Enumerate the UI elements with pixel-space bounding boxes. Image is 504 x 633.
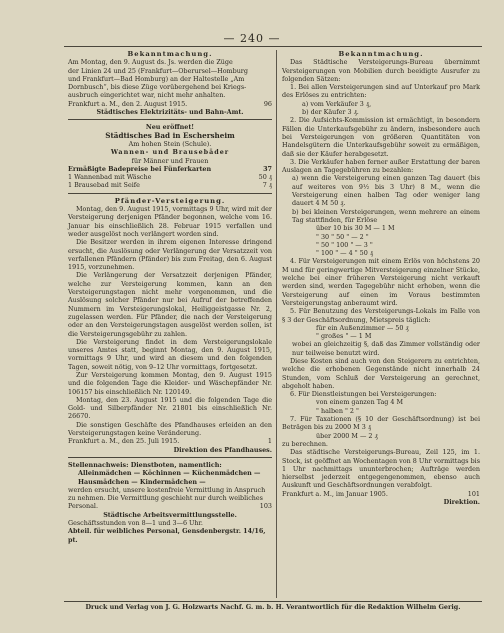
notice-paragraph: a) wenn die Versteigerung einen ganzen Tag dauert (bis auf weiteres von 9½ bis 3 Uhr) 8 M., wenn die Versteigerung einen halben Tag oder weniger lang dauert 4 M 50 ₰.	[292, 174, 480, 208]
notice-paragraph: Diese Kosten sind auch von den Steigerern zu entrichten, welche die erhobenen Gegenstände nicht innerhalb 24 Stunden, vom Schluß der Versteigerung an gerechnet, abgeholt haben.	[282, 356, 480, 390]
notice-line: zu nehmen. Die Vermittlung geschieht nur durch weibliches	[68, 494, 263, 503]
price-row	[68, 173, 272, 181]
left-column	[68, 50, 272, 544]
fee-line: für ein Außenzimmer — 50 ₰	[316, 323, 409, 332]
fee-line: über 2000 M — 2 ₰	[316, 431, 378, 440]
notice-line: Alleinmädchen — Köchinnen — Küchenmädchen —	[78, 469, 261, 478]
fee-line: " halben " 2 "	[316, 406, 359, 415]
notice-line: ausbruch eingerichtet war, nicht mehr anhalten.	[68, 91, 226, 100]
notice-number: 1	[267, 437, 272, 446]
notice-pawn-auction	[68, 197, 272, 454]
divider	[68, 457, 272, 458]
notice-paragraph: Die Versteigerung findet in dem Versteigerungslokale unseres Amtes statt, beginnt Montag, den 9. August 1915, vormittags 9 Uhr, und wird an diesem und den folgenden Tagen, soweit nötig, von 9–12 Uhr vormittags, fortgesetzt.	[68, 337, 272, 371]
notice-paragraph: 6. Für Dienstleistungen bei Versteigerungen:	[290, 390, 437, 399]
bottom-rule	[64, 601, 482, 602]
price-label: 1 Brausebad mit Seife	[68, 181, 140, 190]
notice-line: Personal.	[68, 502, 98, 511]
notice-line: der Linien 24 und 25 (Frankfurt—Oberursel—Homburg	[68, 66, 248, 75]
notice-line: und Frankfurt—Bad Homburg) an der Haltestelle „Am	[68, 74, 245, 83]
notice-number: 103	[259, 502, 272, 511]
notice-line: Am Montag, den 9. August ds. Js. werden die Züge	[68, 58, 233, 67]
top-rule	[64, 46, 482, 47]
notice-paragraph: 5. Für Benutzung des Versteigerungs-Lokals im Falle von § 3 der Geschäftsordnung, Mietspreis täglich:	[282, 307, 480, 324]
divider	[68, 119, 272, 120]
fee-line: von einem ganzen Tag 4 M	[316, 398, 404, 407]
notice-number: 96	[263, 99, 272, 108]
fee-line: über 10 bis 30 M — 1 M	[316, 224, 395, 233]
notice-line: werden ersucht, unsere kostenfreie Vermittlung in Anspruch	[68, 485, 266, 494]
notice-title: Pfänder-Versteigerung.	[114, 196, 226, 205]
notice-tram-stop	[68, 50, 272, 116]
price-value: 7 ₰	[262, 181, 272, 190]
imprint-footer: Druck und Verlag von J. G. Holzwarts Nachf. G. m. b. H. Verantwortlich für die Redaktion Wilhelm Gerig.	[85, 603, 461, 611]
notice-paragraph: Die Verlängerung der Versatzzeit derjenigen Pfänder, welche zur Versteigerung kommen, kann an den Versteigerungstagen nicht mehr vorgenommen, und die Auslösung solcher Pfänder nur bei Aufruf der betreffenden Nummern im Versteigerungslokal, Heiliggeistgasse Nr. 2, zugelassen werden. Für Pfänder, die nach der Versteigerung oder an den Versteigerungstagen ausgelöst werden sollen, ist die Versteigerungsgebühr zu zahlen.	[68, 271, 272, 338]
notice-employment	[68, 461, 272, 544]
notice-paragraph: Die sonstigen Geschäfte des Pfandhauses erleiden an den Versteigerungstagen keine Veränderung.	[68, 420, 272, 438]
notice-paragraph: wobei an gleichzeitig §, daß das Zimmer vollständig oder nur teilweise benutzt wird.	[292, 340, 480, 357]
notice-paragraph: Die Besitzer werden in ihrem eigenen Interesse dringend ersucht, die Auslösung oder Verlängerung der Versatzzeit von verfallenen Pfändern (Pfänder) bis zum Freitag, den 6. August 1915, vorzunehmen.	[68, 238, 272, 272]
signature: Direktion des Pfandhauses.	[173, 445, 272, 454]
place-date: Frankfurt a. M., im Januar 1905.	[282, 489, 388, 498]
bath-tag: Neu eröffnet!	[145, 123, 195, 132]
notice-line: Stellennachweis: Dienstboten, namentlich:	[68, 460, 222, 469]
place-date: Frankfurt a. M., den 2. August 1915.	[68, 99, 188, 108]
notice-paragraph: b) bei kleinen Versteigerungen, wenn mehrere an einem Tag stattfinden, für Erlöse	[292, 207, 480, 224]
fee-line: b) der Käufer 3 ₰.	[302, 108, 359, 117]
bath-subtitle: Am hohen Stein (Schule).	[128, 139, 212, 148]
office-hours: Geschäftsstunden von 8—1 und 3—6 Uhr.	[68, 519, 203, 528]
office-name: Städtische Arbeitsvermittlungsstelle.	[103, 510, 237, 519]
signature: Direktion.	[443, 498, 480, 507]
notice-bath	[68, 123, 272, 189]
column-separator	[276, 50, 277, 598]
price-value: 50 ₰	[258, 173, 272, 182]
bath-title: Städtisches Bad in Eschersheim	[105, 130, 235, 140]
notice-paragraph: Das städtische Versteigerungs-Bureau, Zeil 125, im 1. Stock, ist geöffnet an Wochentagen von 8 Uhr vormittags bis 1 Uhr nachmittags ununterbrochen; Aufträge werden hierselbst jederzeit entgegengenommen, ebenso auch Auskunft und Geschäftsordnungen verabfolgt.	[282, 448, 480, 490]
divider	[68, 193, 272, 194]
right-column	[282, 50, 480, 506]
notice-paragraph: Montag, den 9. August 1915, vormittags 9 Uhr, wird mit der Versteigerung derjenigen Pfänder begonnen, welche vom 16. Januar bis einschließlich 28. Februar 1915 verfallen und weder ausgelöst noch verlängert worden sind.	[68, 205, 272, 238]
notice-line: zu berechnen.	[282, 439, 328, 448]
bath-title-2: Wannen- und Brausebäder	[110, 148, 230, 157]
fee-line: " 100 " — 4 " 50 ₰	[316, 249, 374, 258]
price-row	[68, 181, 272, 189]
place-date: Frankfurt a. M., den 25. Juli 1915.	[68, 437, 180, 446]
fee-line: " 50 " 100 " — 3 "	[316, 240, 373, 249]
fee-line: a) vom Verkäufer 3 ₰,	[302, 99, 372, 108]
notice-paragraph: 7. Für Taxationen (§ 10 der Geschäftsordnung) ist bei Beträgen bis zu 2000 M 3 ₰	[282, 415, 480, 432]
office-department: Abteil. für weibliches Personal, Gensdenbergstr. 14/16, pt.	[68, 527, 266, 544]
notice-paragraph: 2. Die Aufsichts-Kommission ist ermächtigt, in besondern Fällen die Unterkaufsgebühr zu ändern, insbesondere auch bei Versteigerungen von größeren Quantitäten von Handelsgütern die Unterkaufsgebühr soweit zu ermäßigen, daß sie der Käufer herabgesetzt.	[282, 116, 480, 158]
notice-number: 101	[467, 489, 480, 498]
fee-line: " 30 " 50 " — 2 "	[316, 232, 369, 241]
bath-subtitle-2: für Männer und Frauen	[131, 156, 209, 165]
notice-number: 37	[263, 164, 272, 173]
notice-paragraph: Montag, den 23. August 1915 und die folgenden Tage die Gold- und Silberpfänder Nr. 21801 bis einschließlich Nr. 26670.	[68, 395, 272, 421]
notice-paragraph: 1. Bei allen Versteigerungen sind auf Unterkauf pro Mark des Erlöses zu entrichten:	[282, 83, 480, 100]
bath-header: Ermäßigte Badepreise bei Fünferkarten	[68, 164, 212, 173]
notice-title: Bekanntmachung.	[338, 50, 424, 58]
notice-paragraph: 4. Für Versteigerungen mit einem Erlös von höchstens 20 M und für geringwertige Mitversteigerung einzelner Stücke, welche bei einer früheren Versteigerung nicht verkauft werden sind, werden Tagegebühr nicht erhoben, wenn die Versteigerung auf einen im Voraus bestimmten Versteigerungstag anberaumt wird.	[282, 257, 480, 307]
page-number: — 240 —	[223, 32, 281, 45]
fee-line: " großes " — 1 M	[316, 332, 372, 341]
notice-paragraph: Das Städtische Versteigerungs-Bureau übernimmt Versteigerungen von Mobilien durch beeidigte Ausrufer zu folgenden Sätzen:	[282, 58, 480, 83]
price-label: 1 Wannenbad mit Wäsche	[68, 173, 152, 182]
notice-line: Dornbusch“, bis diese Züge vorübergehend bei Kriegs-	[68, 83, 247, 92]
notice-paragraph: 3. Die Verkäufer haben ferner außer Erstattung der baren Auslagen an Tagegebühren zu bezahlen:	[282, 157, 480, 175]
notice-title: Bekanntmachung.	[127, 50, 213, 58]
notice-line: Hausmädchen — Kindermädchen —	[78, 477, 206, 486]
signature: Städtisches Elektrizitäts- und Bahn-Amt.	[96, 108, 244, 117]
notice-paragraph: Zur Versteigerung kommen Montag, den 9. August 1915 und die folgenden Tage die Kleider- und Wäschepfänder Nr. 106157 bis einschließlich Nr. 120149.	[68, 370, 272, 396]
